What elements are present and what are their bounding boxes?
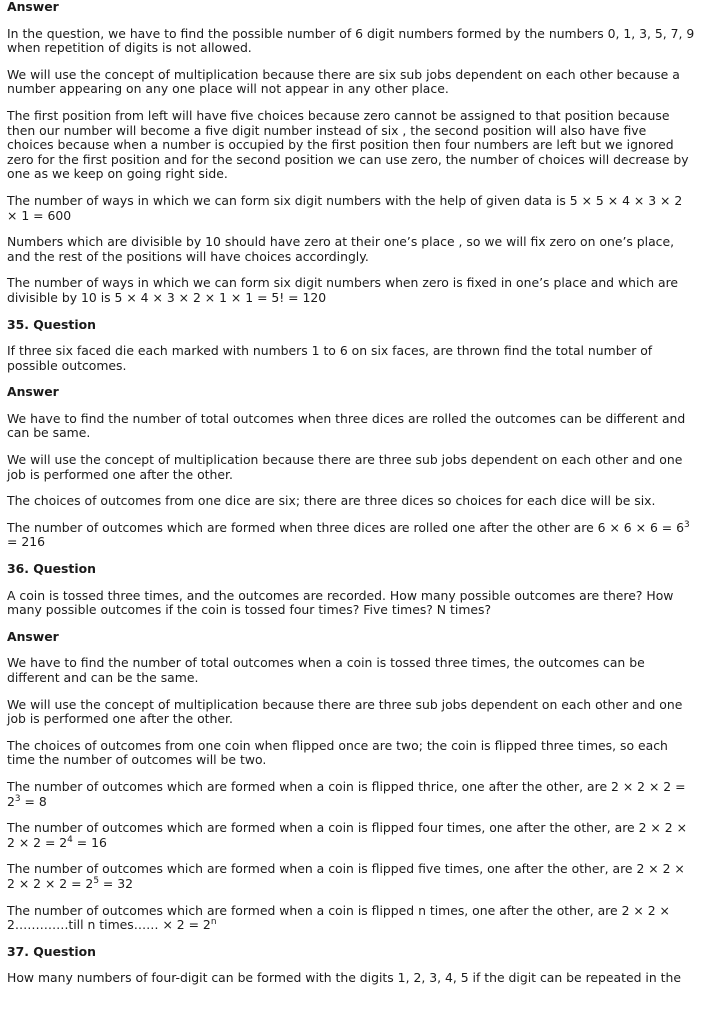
question-text: A coin is tossed three times, and the outcomes are recorded. How many possible outcomes are there? How many possible outcomes if the coin is tossed four times? Five times? N times? (7, 587, 674, 618)
text: The number of outcomes which are formed when a coin is flipped thrice, one after the other, are 2 × 2 × 2 = 2 (7, 778, 686, 809)
question-text: How many numbers of four-digit can be formed with the digits 1, 2, 3, 4, 5 if the digit can be repeated in the (7, 970, 681, 986)
paragraph: We will use the concept of multiplication because there are six sub jobs dependent on each other because a number appearing on any one place will not appear in any other place. (7, 66, 680, 97)
paragraph: The choices of outcomes from one dice are six; there are three dices so choices for each dice will be six. (7, 493, 656, 509)
text: = 8 (20, 793, 47, 809)
paragraph (7, 521, 695, 550)
exponent: 4 (67, 834, 73, 845)
paragraph: We will use the concept of multiplication because there are three sub jobs dependent on each other and one job is performed one after the other. (7, 452, 683, 482)
text: The number of outcomes which are formed when a coin is flipped four times, one after the other, are 2 × 2 × 2 × 2 = 2 (7, 820, 687, 850)
question-text: If three six faced die each marked with numbers 1 to 6 on six faces, are thrown find the total number of possible outcomes. (7, 343, 653, 373)
paragraph (7, 821, 695, 850)
paragraph: The choices of outcomes from one coin when flipped once are two; the coin is flipped three times, so each time the number of outcomes will be two. (7, 737, 668, 768)
answer-heading: Answer (7, 0, 59, 14)
text: The number of outcomes which are formed when three dices are rolled one after the other are 6 × 6 × 6 = 6 (7, 519, 684, 535)
exponent: 3 (683, 519, 690, 530)
text: The number of outcomes which are formed when a coin is flipped n times, one after the other, are 2 × 2 × 2………….till n times…… × 2 = 2 (7, 902, 670, 933)
answer-heading: Answer (7, 384, 59, 400)
paragraph: The number of ways in which we can form six digit numbers when zero is fixed in one’s place and which are divisible by 10 is 5 × 4 × 3 × 2 × 1 × 1 = 5! = 120 (7, 275, 679, 305)
question-heading: 35. Question (7, 316, 96, 332)
text: = 32 (98, 875, 134, 891)
question-heading: 36. Question (7, 561, 96, 577)
exponent: 5 (93, 875, 99, 886)
answer-heading: Answer (7, 628, 59, 644)
paragraph: The number of ways in which we can form six digit numbers with the help of given data is 5 × 5 × 4 × 3 × 2 × 1 = 600 (7, 192, 683, 223)
paragraph: The first position from left will have five choices because zero cannot be assigned to that position because then our number will become a five digit number instead of six , the second position will also have five choices because when a number is occupied by the first position then four numbers are left but we ignored zero for the first position and for the second position we can use zero, the number of choices will decrease by one as we keep on going right side. (7, 107, 689, 182)
paragraph (7, 862, 695, 891)
paragraph: We have to find the number of total outcomes when a coin is tossed three times, the outcomes can be different and can be the same. (7, 655, 645, 685)
paragraph: Numbers which are divisible by 10 should have zero at their one’s place , so we will fix zero on one’s place, and the rest of the positions will have choices accordingly. (7, 234, 675, 264)
exponent: 3 (14, 793, 21, 804)
paragraph: We will use the concept of multiplication because there are three sub jobs dependent on each other and one job is performed one after the other. (7, 696, 683, 727)
text: = 16 (72, 834, 107, 850)
paragraph (7, 780, 695, 809)
paragraph: We have to find the number of total outcomes when three dices are rolled the outcomes can be different and can be same. (7, 410, 686, 441)
question-heading: 37. Question (7, 943, 96, 959)
paragraph (7, 904, 695, 933)
text: = 216 (7, 534, 45, 550)
paragraph: In the question, we have to find the possible number of 6 digit numbers formed by the numbers 0, 1, 3, 5, 7, 9 when repetition of digits is not allowed. (7, 25, 695, 56)
exponent: n (210, 917, 217, 927)
text: The number of outcomes which are formed when a coin is flipped five times, one after the other, are 2 × 2 × 2 × 2 × 2 = 2 (7, 861, 685, 891)
